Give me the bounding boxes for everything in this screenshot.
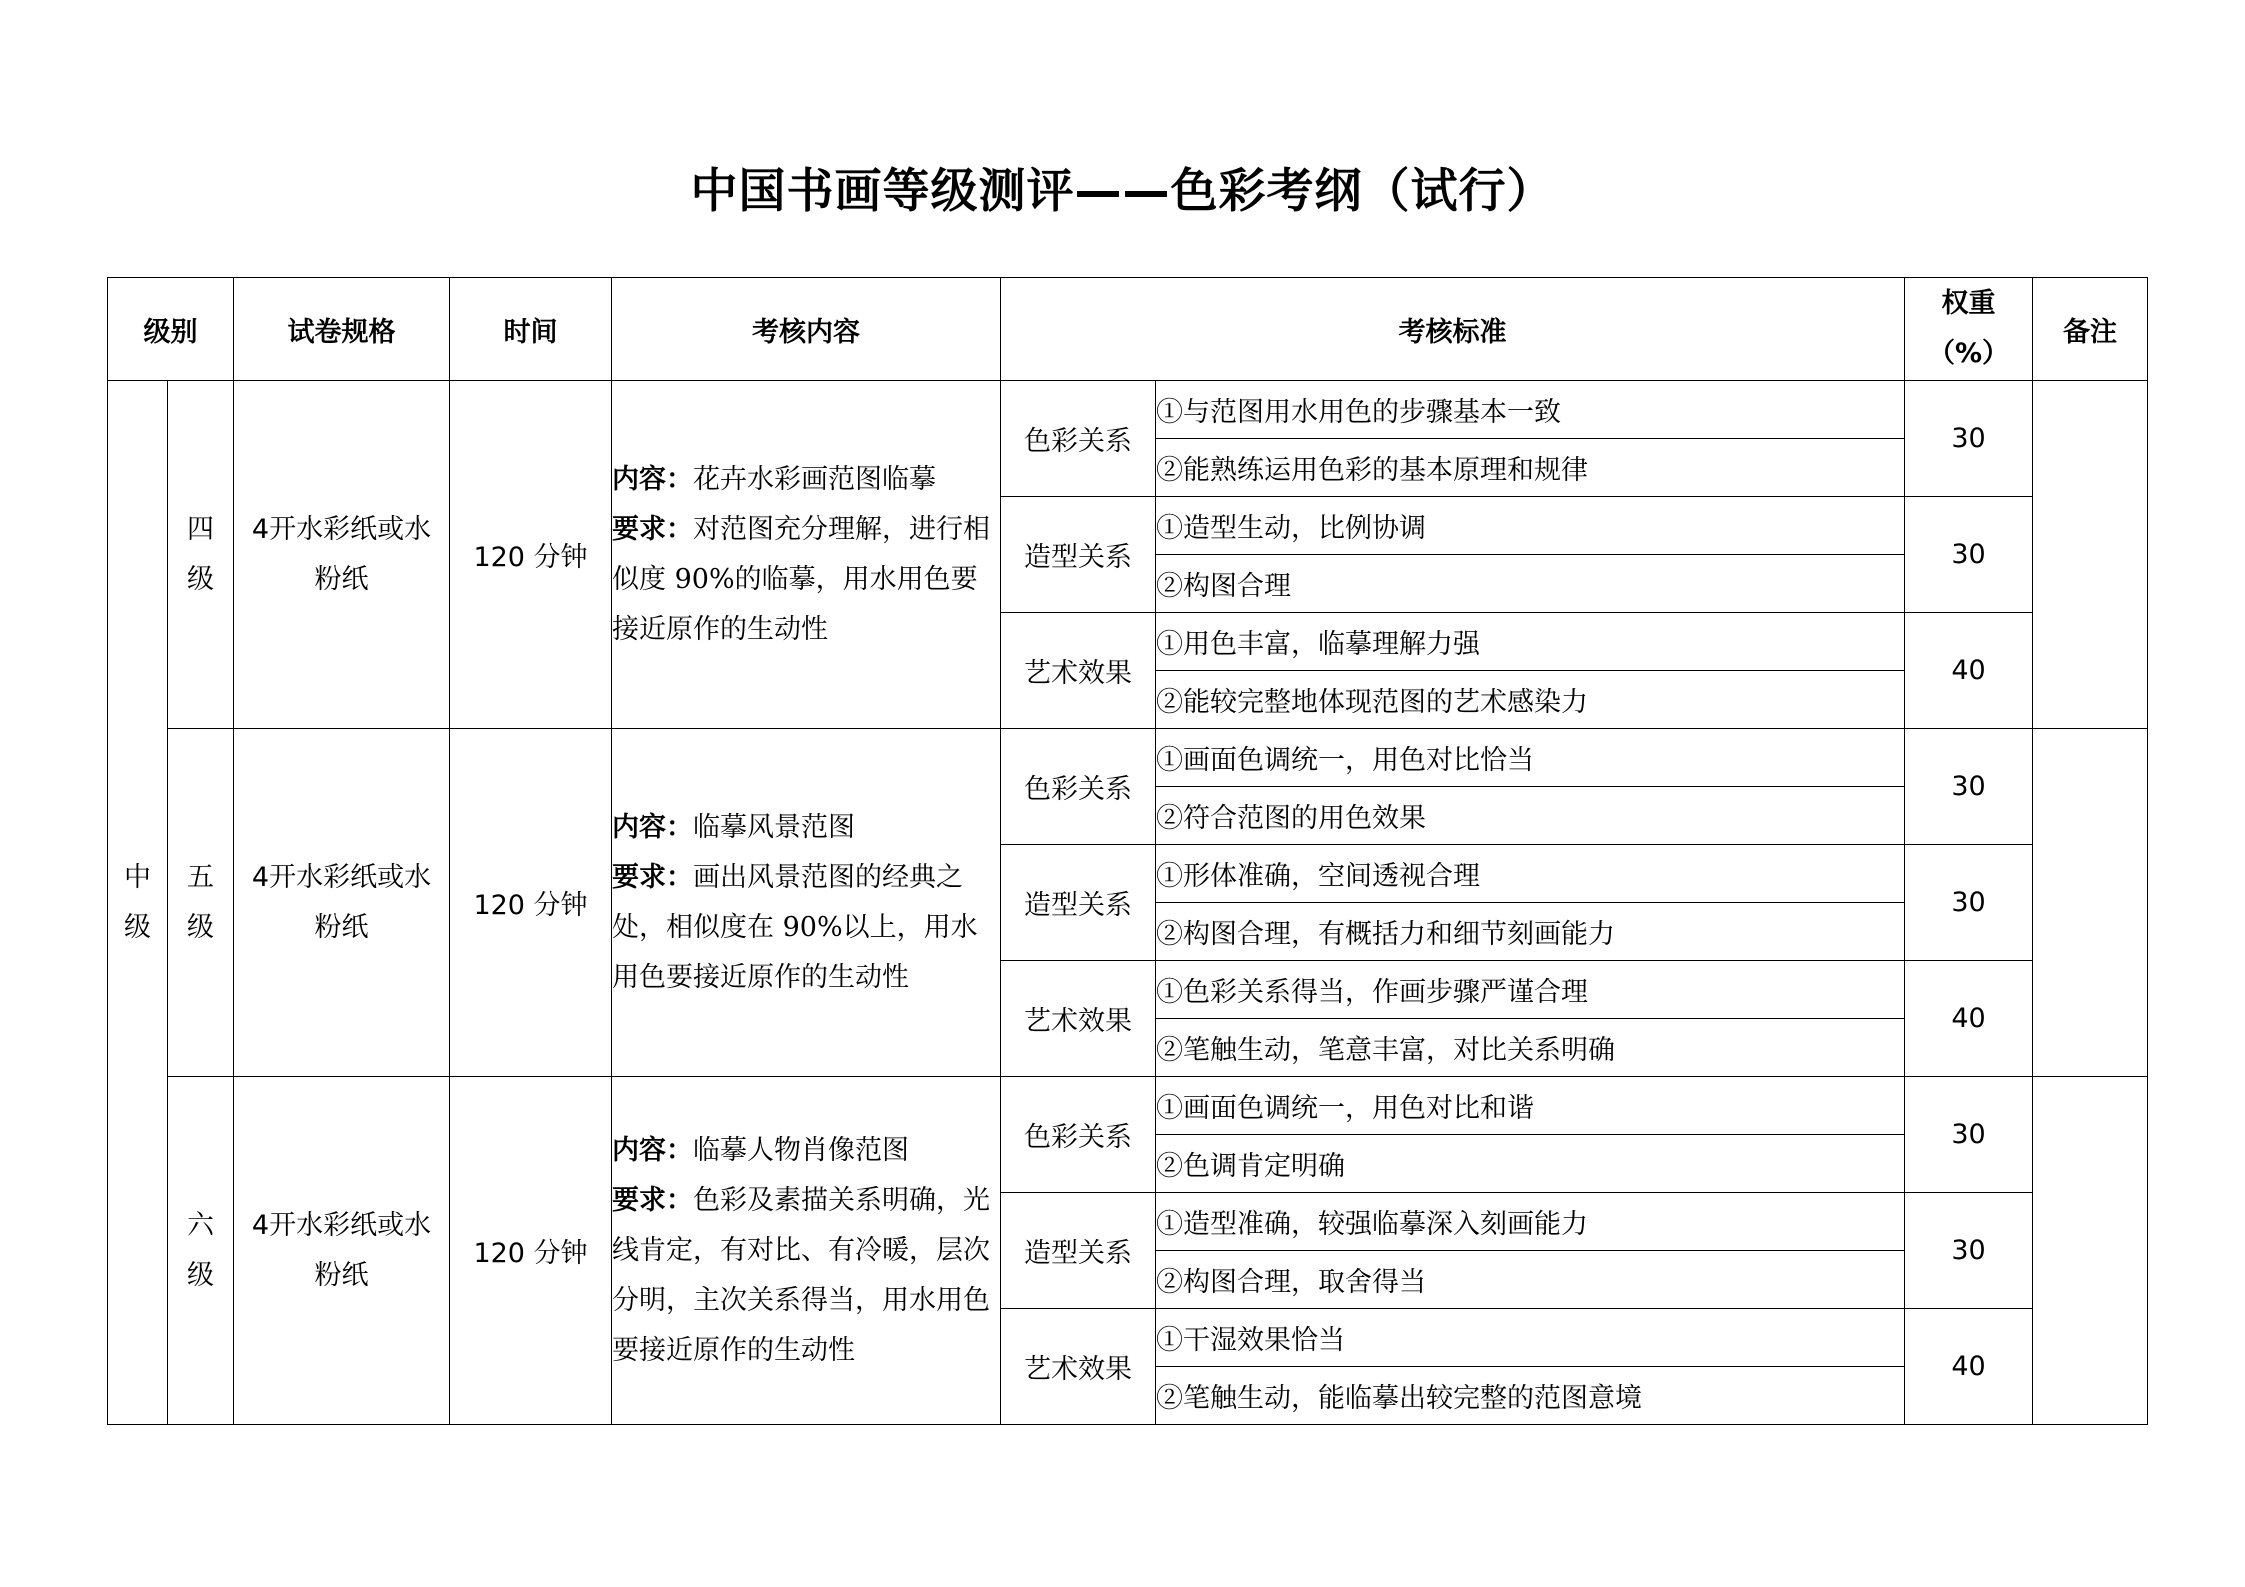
criterion-cell: ①画面色调统一，用色对比恰当: [1156, 729, 1905, 787]
header-row: [108, 278, 2148, 381]
content-cell: [612, 1077, 1001, 1425]
criterion-cell: ①形体准确，空间透视合理: [1156, 845, 1905, 903]
level-cell: [168, 1077, 234, 1425]
level-cell: [168, 729, 234, 1077]
criterion-cell: ②笔触生动，能临摹出较完整的范图意境: [1156, 1367, 1905, 1425]
group-char2: 级: [124, 911, 151, 943]
category-cell: 色彩关系: [1001, 1077, 1156, 1193]
header-paper: 试卷规格: [234, 278, 450, 381]
weight-cell: 30: [1905, 845, 2033, 961]
weight-cell: 30: [1905, 1193, 2033, 1309]
content-cell: [612, 381, 1001, 729]
paper-line1: 4开水彩纸或水: [251, 513, 432, 545]
category-cell: 造型关系: [1001, 845, 1156, 961]
requirement-text: 对范图充分理解，进行相似度 90%的临摹，用水用色要接近原作的生动性: [612, 513, 990, 645]
remark-cell: [2033, 381, 2148, 729]
criterion-cell: ②笔触生动，笔意丰富，对比关系明确: [1156, 1019, 1905, 1077]
table-row: [108, 381, 2148, 439]
header-weight-line2: （%）: [1927, 338, 2010, 369]
paper-spec-cell: [234, 1077, 450, 1425]
level-char2: 级: [187, 911, 214, 943]
criterion-cell: ①色彩关系得当，作画步骤严谨合理: [1156, 961, 1905, 1019]
category-cell: 艺术效果: [1001, 613, 1156, 729]
criterion-cell: ①画面色调统一，用色对比和谐: [1156, 1077, 1905, 1135]
weight-cell: 40: [1905, 961, 2033, 1077]
content-line: [612, 1126, 1000, 1176]
header-weight-line1: 权重: [1941, 288, 1996, 319]
time-cell: 120 分钟: [450, 1077, 612, 1425]
weight-cell: 30: [1905, 497, 2033, 613]
header-time: 时间: [450, 278, 612, 381]
header-weight: [1905, 278, 2033, 381]
requirement-label: 要求：: [612, 861, 693, 893]
paper-line1: 4开水彩纸或水: [251, 1209, 432, 1241]
category-cell: 艺术效果: [1001, 961, 1156, 1077]
requirement-line: [612, 1176, 1000, 1376]
paper-spec-cell: [234, 729, 450, 1077]
paper-spec-cell: [234, 381, 450, 729]
criterion-cell: ①造型生动，比例协调: [1156, 497, 1905, 555]
group-cell: [108, 381, 168, 1425]
content-line: [612, 455, 1000, 505]
level-char2: 级: [187, 1259, 214, 1291]
level-char1: 五: [187, 861, 214, 893]
content-cell: [612, 729, 1001, 1077]
content-label: 内容：: [612, 811, 693, 843]
weight-cell: 40: [1905, 1309, 2033, 1425]
requirement-line: [612, 505, 1000, 655]
criterion-cell: ②能较完整地体现范图的艺术感染力: [1156, 671, 1905, 729]
level-char1: 六: [187, 1209, 214, 1241]
criterion-cell: ②构图合理，有概括力和细节刻画能力: [1156, 903, 1905, 961]
category-cell: 造型关系: [1001, 1193, 1156, 1309]
category-cell: 艺术效果: [1001, 1309, 1156, 1425]
group-char1: 中: [124, 861, 151, 893]
level-char1: 四: [187, 513, 214, 545]
paper-line2: 粉纸: [314, 911, 369, 943]
header-level: 级别: [108, 278, 234, 381]
requirement-label: 要求：: [612, 513, 693, 545]
criterion-cell: ②能熟练运用色彩的基本原理和规律: [1156, 439, 1905, 497]
weight-cell: 30: [1905, 381, 2033, 497]
weight-cell: 30: [1905, 1077, 2033, 1193]
content-text: 花卉水彩画范图临摹: [693, 463, 936, 495]
criterion-cell: ②构图合理，取舍得当: [1156, 1251, 1905, 1309]
time-cell: 120 分钟: [450, 381, 612, 729]
requirement-text: 色彩及素描关系明确，光线肯定，有对比、有冷暖，层次分明，主次关系得当，用水用色要接近原作的生动性: [612, 1184, 990, 1366]
weight-cell: 30: [1905, 729, 2033, 845]
content-text: 临摹风景范图: [693, 811, 855, 843]
remark-cell: [2033, 1077, 2148, 1425]
criterion-cell: ②符合范图的用色效果: [1156, 787, 1905, 845]
header-standard: 考核标准: [1001, 278, 1905, 381]
category-cell: 造型关系: [1001, 497, 1156, 613]
paper-line1: 4开水彩纸或水: [251, 861, 432, 893]
table-row: [108, 1077, 2148, 1135]
criterion-cell: ①造型准确，较强临摹深入刻画能力: [1156, 1193, 1905, 1251]
criterion-cell: ①用色丰富，临摹理解力强: [1156, 613, 1905, 671]
time-cell: 120 分钟: [450, 729, 612, 1077]
criterion-cell: ②色调肯定明确: [1156, 1135, 1905, 1193]
content-label: 内容：: [612, 463, 693, 495]
page-title: 中国书画等级测评——色彩考纲（试行）: [690, 164, 1555, 219]
criterion-cell: ①与范图用水用色的步骤基本一致: [1156, 381, 1905, 439]
table-row: [108, 729, 2148, 787]
paper-line2: 粉纸: [314, 1259, 369, 1291]
level-cell: [168, 381, 234, 729]
header-content: 考核内容: [612, 278, 1001, 381]
level-char2: 级: [187, 563, 214, 595]
requirement-line: [612, 853, 1000, 1003]
syllabus-table: [107, 277, 2148, 1425]
content-label: 内容：: [612, 1134, 693, 1166]
category-cell: 色彩关系: [1001, 729, 1156, 845]
requirement-label: 要求：: [612, 1184, 693, 1216]
header-remark: 备注: [2033, 278, 2148, 381]
weight-cell: 40: [1905, 613, 2033, 729]
content-text: 临摹人物肖像范图: [693, 1134, 909, 1166]
content-line: [612, 803, 1000, 853]
category-cell: 色彩关系: [1001, 381, 1156, 497]
paper-line2: 粉纸: [314, 563, 369, 595]
remark-cell: [2033, 729, 2148, 1077]
criterion-cell: ①干湿效果恰当: [1156, 1309, 1905, 1367]
requirement-text: 画出风景范图的经典之处，相似度在 90%以上，用水用色要接近原作的生动性: [612, 861, 978, 993]
criterion-cell: ②构图合理: [1156, 555, 1905, 613]
